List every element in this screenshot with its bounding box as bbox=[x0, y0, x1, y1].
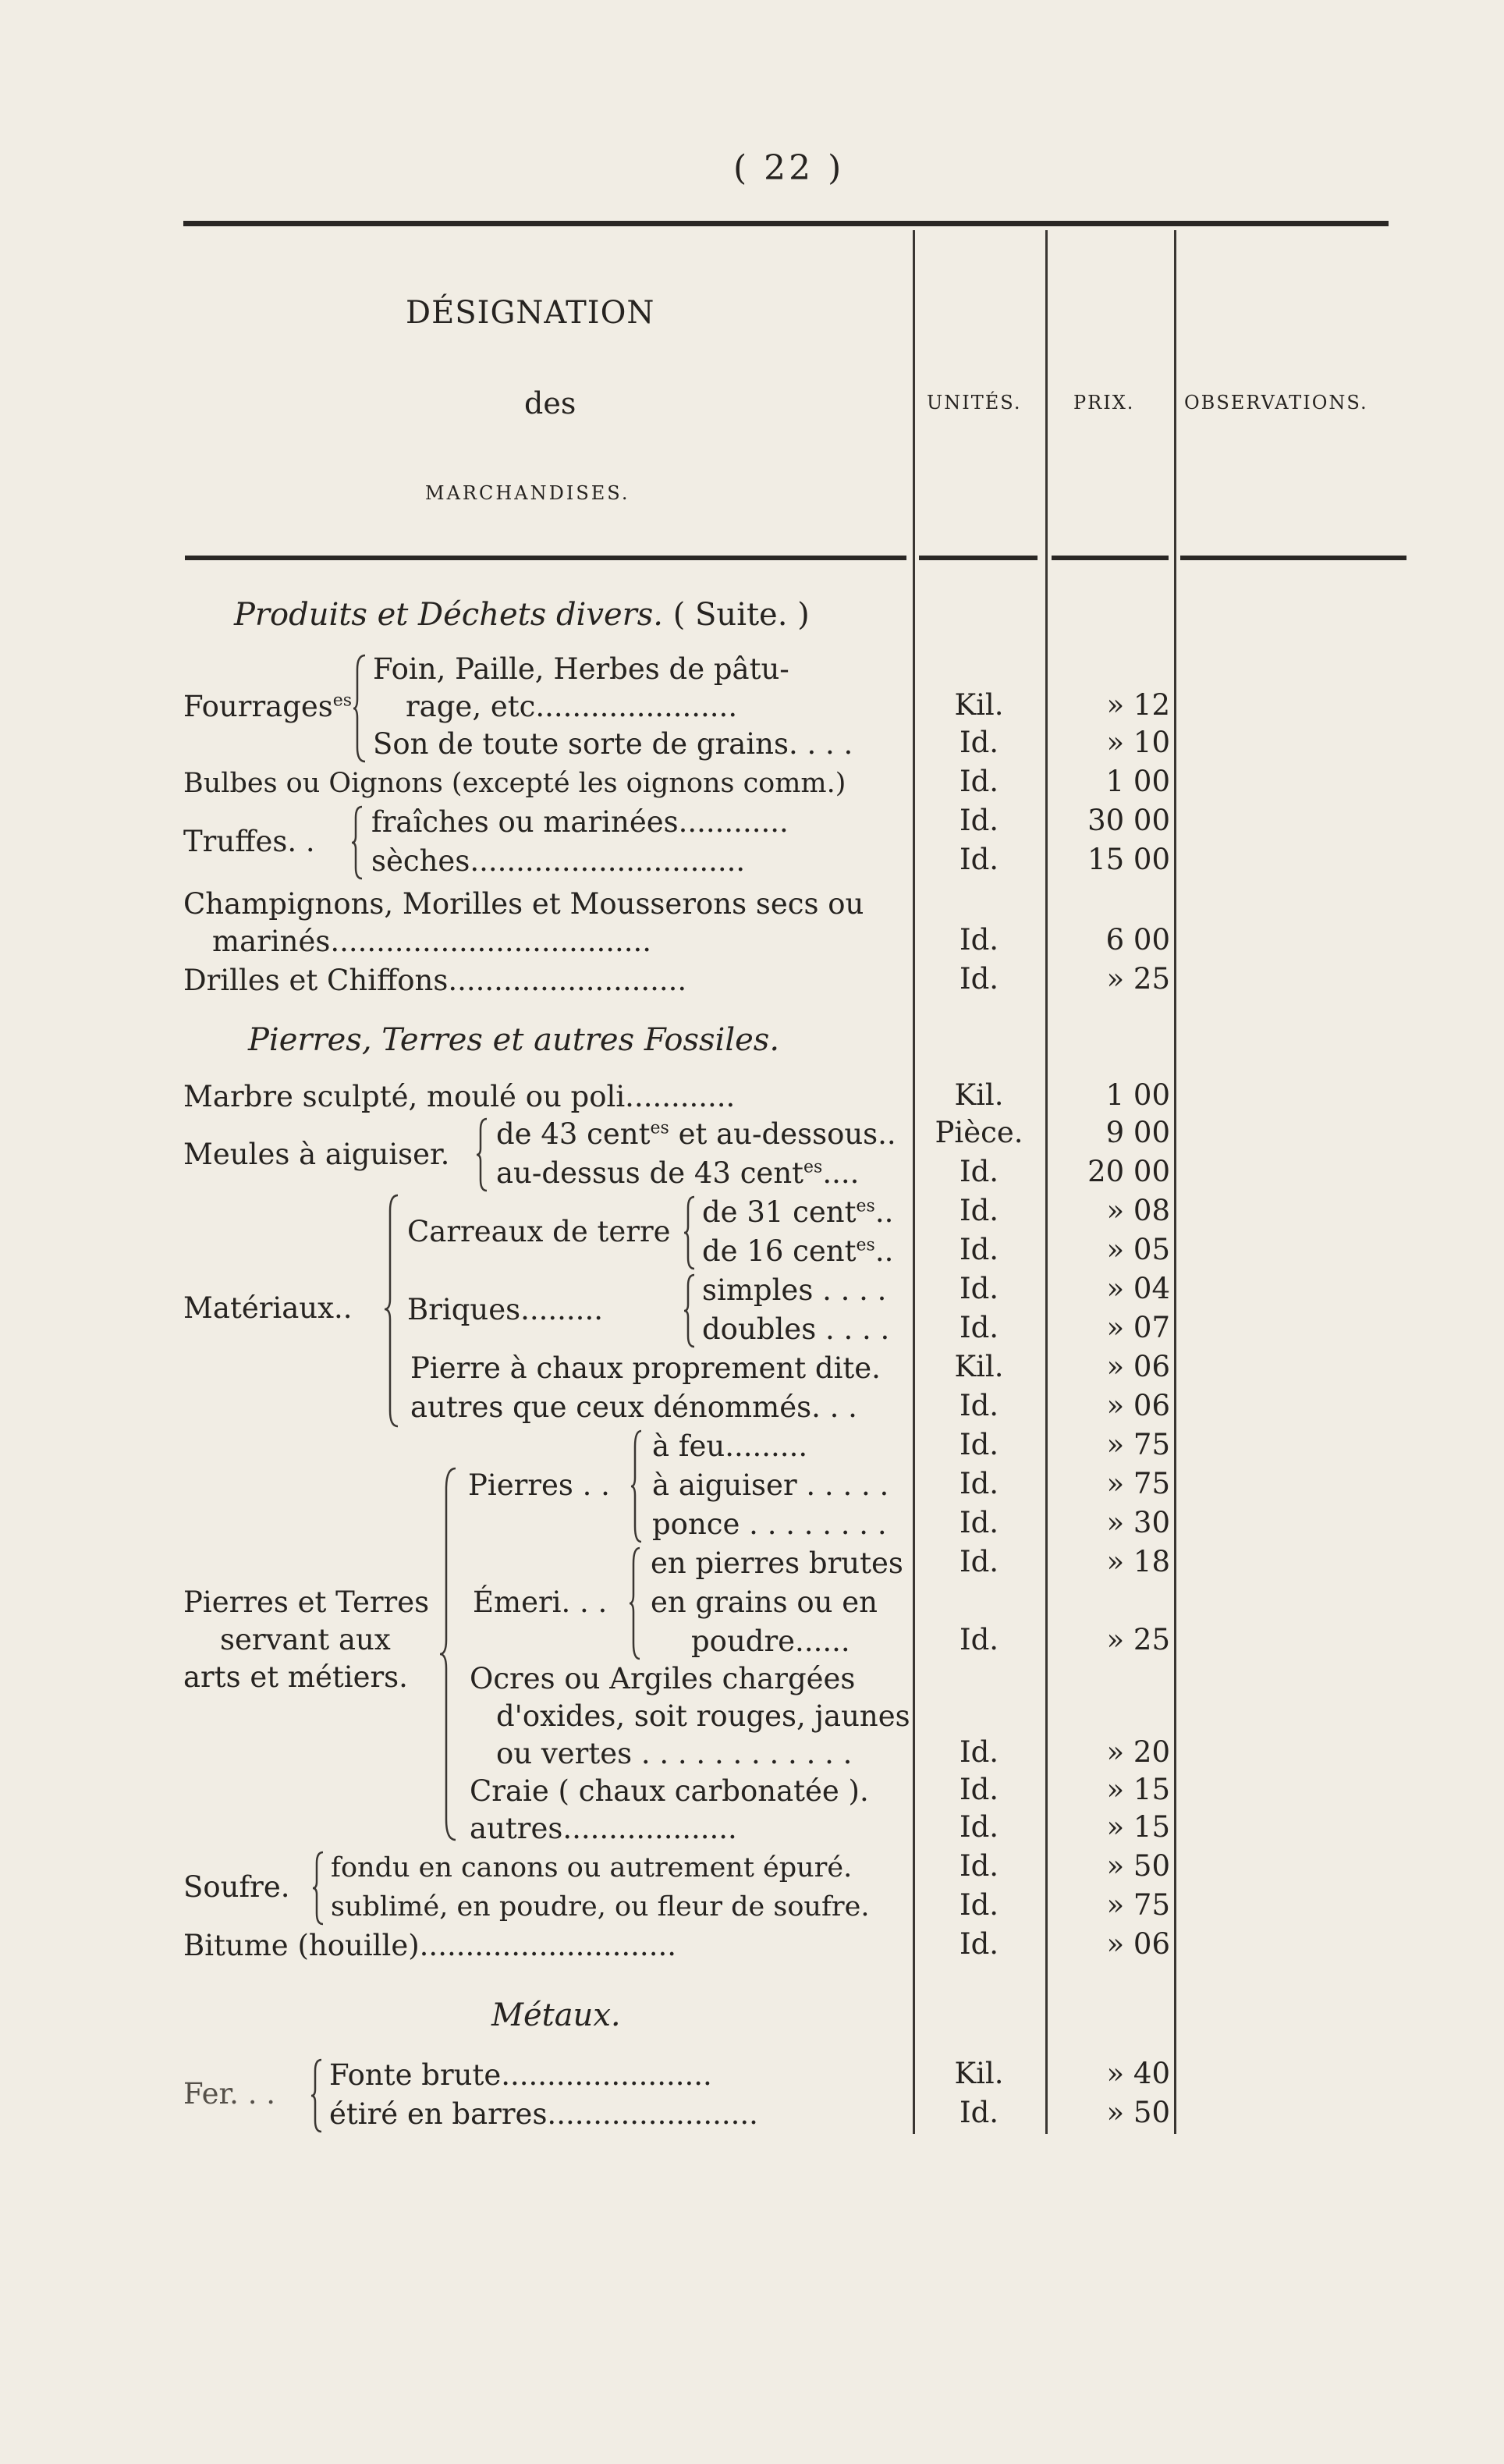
unit-doubles: Id. bbox=[959, 1311, 999, 1344]
unit-autres: Id. bbox=[959, 1810, 999, 1844]
price-craie: » 15 bbox=[1106, 1773, 1170, 1806]
unit-fonte: Kil. bbox=[954, 2057, 1004, 2090]
unit-bitume: Id. bbox=[959, 1927, 999, 1961]
price-marines: 6 00 bbox=[1105, 923, 1170, 957]
header-rule-designation bbox=[185, 556, 906, 560]
brace-pierres-sub bbox=[630, 1429, 644, 1543]
unit-pierre-chaux: Kil. bbox=[954, 1350, 1004, 1383]
price-ocres: » 20 bbox=[1106, 1735, 1170, 1769]
text-fonte: Fonte brute....................... bbox=[329, 2058, 712, 2092]
brace-materiaux bbox=[384, 1194, 401, 1428]
text-fondu: fondu en canons ou autrement épuré. bbox=[331, 1852, 853, 1884]
label-meules: Meules à aiguiser. bbox=[183, 1138, 450, 1171]
price-autres-denommes: » 06 bbox=[1106, 1389, 1170, 1422]
price-seches: 15 00 bbox=[1087, 843, 1170, 876]
label-emeri: Émeri. . . bbox=[473, 1585, 608, 1619]
unit-meules-a: Pièce. bbox=[935, 1116, 1023, 1149]
column-line-prix bbox=[1045, 230, 1048, 2134]
header-rule-observations bbox=[1180, 556, 1406, 560]
unit-en-pierres: Id. bbox=[959, 1545, 999, 1578]
brace-fer bbox=[310, 2058, 325, 2133]
text-son: Son de toute sorte de grains. . . . bbox=[373, 727, 853, 761]
section-produits: Produits et Déchets divers. ( Suite. ) bbox=[234, 597, 810, 633]
brace-soufre bbox=[312, 1851, 326, 1926]
price-autres: » 15 bbox=[1106, 1810, 1170, 1844]
label-carreaux: Carreaux de terre bbox=[407, 1215, 671, 1248]
label-pierres-terres-2: servant aux bbox=[220, 1623, 391, 1656]
price-pierre-chaux: » 06 bbox=[1106, 1350, 1170, 1383]
price-a-aiguiser: » 75 bbox=[1106, 1467, 1170, 1500]
header-unites: UNITÉS. bbox=[927, 392, 1022, 414]
label-pierres-terres-3: arts et métiers. bbox=[183, 1660, 408, 1694]
text-drilles: Drilles et Chiffons.......................... bbox=[183, 964, 687, 997]
header-des: des bbox=[524, 386, 576, 421]
page-number: ( 22 ) bbox=[733, 148, 845, 188]
unit-craie: Id. bbox=[959, 1773, 999, 1806]
price-simples: » 04 bbox=[1106, 1272, 1170, 1305]
price-meules-b: 20 00 bbox=[1087, 1155, 1170, 1188]
unit-sublime: Id. bbox=[959, 1888, 999, 1922]
unit-foin: Kil. bbox=[954, 688, 1004, 722]
unit-seches: Id. bbox=[959, 843, 999, 876]
unit-a-aiguiser: Id. bbox=[959, 1467, 999, 1500]
header-rule-units bbox=[919, 556, 1038, 560]
brace-truffes bbox=[351, 805, 365, 880]
text-seches: sèches.............................. bbox=[371, 844, 746, 878]
price-de31: » 08 bbox=[1106, 1194, 1170, 1227]
section-pierres: Pierres, Terres et autres Fossiles. bbox=[248, 1022, 780, 1058]
text-a-feu: à feu......... bbox=[652, 1429, 808, 1463]
text-en-pierres: en pierres brutes bbox=[651, 1546, 903, 1580]
text-simples: simples . . . . bbox=[702, 1273, 887, 1307]
text-de31: de 31 cent$^{es}$.. bbox=[702, 1195, 894, 1229]
text-doubles: doubles . . . . bbox=[702, 1312, 890, 1346]
label-fourrages: Fourrages$^{es}$ bbox=[183, 690, 353, 723]
unit-fondu: Id. bbox=[959, 1849, 999, 1883]
text-poudre: poudre...... bbox=[691, 1624, 850, 1658]
text-craie: Craie ( chaux carbonatée ). bbox=[470, 1774, 869, 1808]
price-ponce: » 30 bbox=[1106, 1506, 1170, 1539]
unit-ocres: Id. bbox=[959, 1735, 999, 1769]
label-pierres-terres-1: Pierres et Terres bbox=[183, 1585, 430, 1619]
column-line-observations bbox=[1174, 230, 1176, 2134]
header-prix: PRIX. bbox=[1073, 392, 1135, 414]
column-line-units bbox=[913, 230, 915, 2134]
unit-drilles: Id. bbox=[959, 962, 999, 996]
brace-emeri bbox=[629, 1546, 643, 1660]
label-pierres-sub: Pierres . . bbox=[468, 1468, 610, 1502]
unit-fraiches: Id. bbox=[959, 804, 999, 837]
label-materiaux: Matériaux.. bbox=[183, 1291, 353, 1325]
header-designation: DÉSIGNATION bbox=[406, 295, 655, 331]
header-rule-prix bbox=[1052, 556, 1169, 560]
price-foin: » 12 bbox=[1106, 688, 1170, 722]
price-en-pierres: » 18 bbox=[1106, 1545, 1170, 1578]
text-autres: autres................... bbox=[470, 1812, 737, 1845]
text-pierre-chaux: Pierre à chaux proprement dite. bbox=[410, 1351, 881, 1385]
price-fondu: » 50 bbox=[1106, 1849, 1170, 1883]
price-etire: » 50 bbox=[1106, 2096, 1170, 2129]
price-a-feu: » 75 bbox=[1106, 1428, 1170, 1461]
price-bulbes: 1 00 bbox=[1105, 765, 1170, 798]
text-en-grains: en grains ou en bbox=[651, 1585, 878, 1619]
brace-meules bbox=[476, 1117, 490, 1192]
price-meules-a: 9 00 bbox=[1105, 1116, 1170, 1149]
unit-ponce: Id. bbox=[959, 1506, 999, 1539]
price-fraiches: 30 00 bbox=[1087, 804, 1170, 837]
label-soufre: Soufre. bbox=[183, 1870, 290, 1904]
text-sublime: sublimé, en poudre, ou fleur de soufre. bbox=[331, 1891, 870, 1923]
text-ocres-1: Ocres ou Argiles chargées bbox=[470, 1662, 856, 1695]
price-marbre: 1 00 bbox=[1105, 1078, 1170, 1112]
label-briques: Briques......... bbox=[407, 1293, 603, 1326]
unit-meules-b: Id. bbox=[959, 1155, 999, 1188]
unit-de31: Id. bbox=[959, 1194, 999, 1227]
header-observations: OBSERVATIONS. bbox=[1184, 392, 1368, 414]
brace-carreaux bbox=[683, 1195, 697, 1270]
text-ponce: ponce . . . . . . . . bbox=[652, 1507, 887, 1541]
unit-marbre: Kil. bbox=[954, 1078, 1004, 1112]
text-meules-b: au-dessus de 43 cent$^{es}$.... bbox=[496, 1156, 860, 1190]
text-foin: Foin, Paille, Herbes de pâtu- bbox=[373, 652, 789, 686]
text-meules-a: de 43 cent$^{es}$ et au-dessous.. bbox=[496, 1117, 896, 1151]
brace-briques bbox=[683, 1273, 697, 1348]
text-champignons: Champignons, Morilles et Mousserons secs ou bbox=[183, 887, 864, 921]
text-rage: rage, etc...................... bbox=[406, 690, 738, 723]
text-a-aiguiser: à aiguiser . . . . . bbox=[652, 1468, 889, 1502]
unit-marines: Id. bbox=[959, 923, 999, 957]
price-drilles: » 25 bbox=[1106, 962, 1170, 996]
unit-etire: Id. bbox=[959, 2096, 999, 2129]
text-ocres-3: ou vertes . . . . . . . . . . . . bbox=[496, 1737, 853, 1770]
text-marbre: Marbre sculpté, moulé ou poli............ bbox=[183, 1080, 736, 1113]
unit-simples: Id. bbox=[959, 1272, 999, 1305]
text-de16: de 16 cent$^{es}$.. bbox=[702, 1234, 894, 1268]
unit-autres-denommes: Id. bbox=[959, 1389, 999, 1422]
text-ocres-2: d'oxides, soit rouges, jaunes bbox=[496, 1699, 910, 1733]
price-fonte: » 40 bbox=[1106, 2057, 1170, 2090]
price-sublime: » 75 bbox=[1106, 1888, 1170, 1922]
unit-de16: Id. bbox=[959, 1233, 999, 1266]
text-marines: marinés................................... bbox=[212, 925, 652, 958]
unit-a-feu: Id. bbox=[959, 1428, 999, 1461]
price-de16: » 05 bbox=[1106, 1233, 1170, 1266]
header-marchandises: MARCHANDISES. bbox=[425, 482, 630, 504]
price-doubles: » 07 bbox=[1106, 1311, 1170, 1344]
top-rule bbox=[183, 221, 1389, 226]
price-bitume: » 06 bbox=[1106, 1927, 1170, 1961]
unit-poudre: Id. bbox=[959, 1623, 999, 1656]
text-bulbes: Bulbes ou Oignons (excepté les oignons comm.) bbox=[183, 768, 846, 799]
text-fraiches: fraîches ou marinées............ bbox=[371, 805, 789, 839]
unit-bulbes: Id. bbox=[959, 765, 999, 798]
label-truffes: Truffes. . bbox=[183, 825, 315, 858]
unit-son: Id. bbox=[959, 726, 999, 759]
text-autres-denommes: autres que ceux dénommés. . . bbox=[410, 1390, 857, 1424]
text-etire: étiré en barres....................... bbox=[329, 2097, 758, 2131]
label-fer: Fer. . . bbox=[183, 2077, 275, 2111]
brace-pierres-terres bbox=[438, 1467, 459, 1841]
brace-fourrages bbox=[353, 654, 368, 763]
price-poudre: » 25 bbox=[1106, 1623, 1170, 1656]
text-bitume: Bitume (houille)............................ bbox=[183, 1929, 676, 1962]
price-son: » 10 bbox=[1106, 726, 1170, 759]
section-metaux: Métaux. bbox=[491, 1997, 621, 2033]
